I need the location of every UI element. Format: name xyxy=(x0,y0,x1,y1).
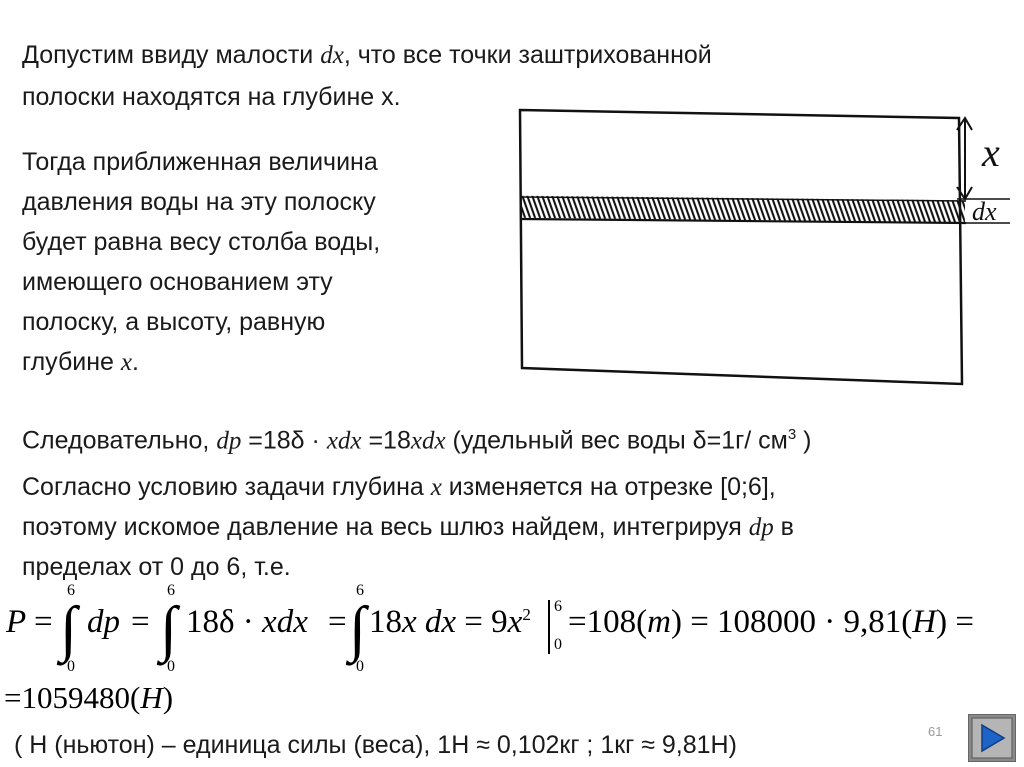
xdx-variable-2: xdx xyxy=(410,427,446,455)
lock-diagram xyxy=(510,100,1020,400)
condition-line-3: пределах от 0 до 6, т.е. xyxy=(22,553,291,581)
text-eq-9: = 9 xyxy=(456,604,508,640)
integral-upper-limit: 6 xyxy=(356,582,364,599)
text-18: 18 xyxy=(369,604,402,640)
x-variable: x xyxy=(507,604,523,640)
condition-line-2 xyxy=(22,510,794,545)
text-consequently: Следовательно, xyxy=(22,426,217,455)
equals-sign: = xyxy=(328,604,347,640)
dp-variable: dp xyxy=(216,427,242,455)
intro-text-a: Допустим ввиду малости xyxy=(22,41,321,69)
substitution-upper: 6 xyxy=(554,598,562,615)
equals-sign: = xyxy=(131,604,150,640)
dp-variable: dp xyxy=(87,604,120,640)
x-variable: x xyxy=(120,349,132,376)
dp-variable: dp xyxy=(748,514,774,541)
text-condition-b: изменяется на отрезке [0;6], xyxy=(441,473,776,501)
text-condition-c: поэтому искомое давление на весь шлюз найдем, интегрируя xyxy=(22,513,749,541)
text-108000: ) = 108000 · 9,81( xyxy=(670,604,913,640)
dx-variable: dx xyxy=(320,42,344,69)
integral-lower-limit: 0 xyxy=(356,658,364,675)
paragraph-line: Тогда приближенная величина xyxy=(22,148,378,176)
text-condition-a: Согласно условию задачи глубина xyxy=(22,473,431,501)
text-period: . xyxy=(132,348,139,376)
integral-lower-limit: 0 xyxy=(167,658,175,675)
xdx-variable: xdx xyxy=(262,604,308,640)
integral-sign: ∫ xyxy=(349,595,366,663)
x-variable: x xyxy=(430,474,442,501)
newton-note: ( Н (ньютон) – единица силы (веса), 1Н ≈ 0,102кг ; 1кг ≈ 9,81Н) xyxy=(14,731,737,759)
integrand-18xdx xyxy=(369,604,531,641)
text-1059480: =1059480( xyxy=(4,680,141,715)
H-unit: Н xyxy=(912,604,937,640)
condition-line-1 xyxy=(22,470,776,505)
result-line xyxy=(4,680,173,716)
intro-text-b: , что все точки заштрихованной xyxy=(343,41,712,69)
next-slide-button[interactable] xyxy=(968,714,1016,762)
text-18delta: 18δ · xyxy=(186,604,263,640)
paragraph-line: будет равна весу столба воды, xyxy=(22,228,381,256)
paragraph-line: имеющего основанием эту xyxy=(22,268,333,296)
diagram-rectangle xyxy=(520,110,962,384)
text-condition-d: в xyxy=(773,513,794,541)
result-108 xyxy=(568,604,974,641)
paragraph-line: давления воды на эту полоску xyxy=(22,188,376,216)
integrand-18delta xyxy=(186,604,308,641)
paragraph-line: полоску, а высоту, равную xyxy=(22,308,326,336)
page-number: 61 xyxy=(928,724,943,739)
substitution-lower: 0 xyxy=(554,636,562,653)
square-superscript: 2 xyxy=(522,605,531,624)
integral-sign: ∫ xyxy=(60,595,77,663)
t-unit: т xyxy=(647,604,671,640)
consequently-line xyxy=(22,418,811,458)
cube-superscript: 3 xyxy=(787,426,797,443)
x-dx-variable: x dx xyxy=(402,604,457,640)
equals-sign: = xyxy=(34,604,53,640)
text-108: =108( xyxy=(568,604,648,640)
next-arrow-icon xyxy=(969,715,1015,761)
xdx-variable: xdx xyxy=(326,427,362,455)
text-close-paren: ) xyxy=(162,680,174,715)
label-dx: dx xyxy=(972,197,997,226)
text-close-eq: ) = xyxy=(936,604,974,640)
text-depth: глубине xyxy=(22,348,121,376)
P-variable: P xyxy=(6,604,27,640)
integral-lower-limit: 0 xyxy=(67,658,75,675)
intro-line-2: полоски находятся на глубине x. xyxy=(22,83,401,111)
paragraph-line-last xyxy=(22,345,139,380)
integral-sign: ∫ xyxy=(160,595,177,663)
integral-upper-limit: 6 xyxy=(67,582,75,599)
substitution-bar xyxy=(548,600,550,654)
text-eq-18: =18 xyxy=(361,426,411,455)
intro-line-1 xyxy=(22,38,712,73)
text-specific-weight: (удельный вес воды δ=1г/ см xyxy=(445,426,788,455)
H-unit: Н xyxy=(140,680,163,715)
integral-upper-limit: 6 xyxy=(167,582,175,599)
text-close-paren: ) xyxy=(796,426,812,455)
text-18delta: =18δ · xyxy=(241,426,327,455)
integral-formula xyxy=(0,578,1024,688)
label-x: x xyxy=(982,130,1000,175)
